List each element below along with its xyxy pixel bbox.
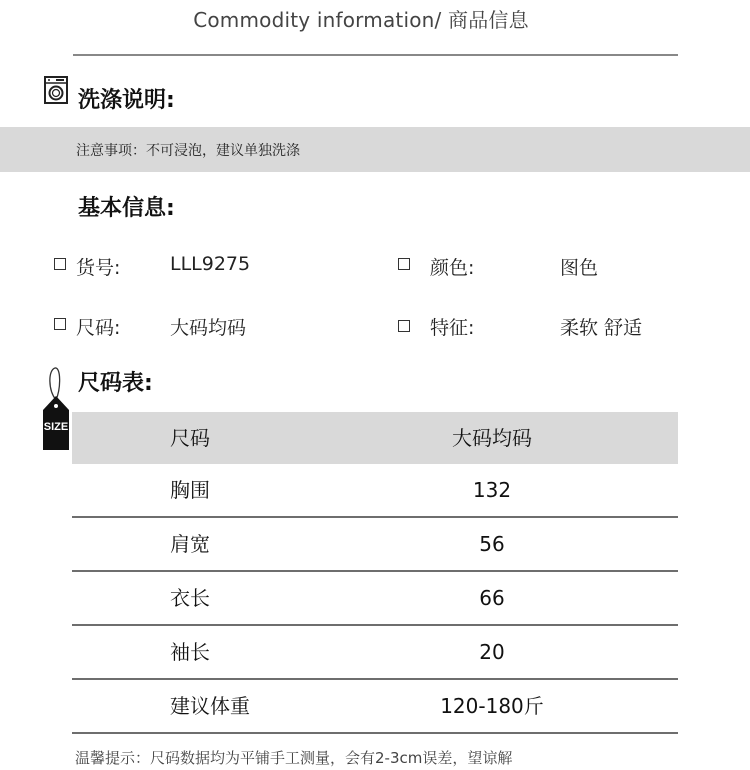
table-header-row: [72, 412, 678, 464]
table-cell: 衣长: [170, 586, 210, 610]
size-chart-title: 尺码表:: [78, 371, 153, 396]
checkbox-icon: [398, 320, 410, 332]
table-cell: 袖长: [170, 640, 210, 664]
table-cell: 建议体重: [170, 694, 250, 718]
feature-label: 特征:: [430, 317, 475, 339]
footer-note: 温馨提示：尺码数据均为平铺手工测量，会有2-3cm误差，望谅解: [75, 749, 513, 767]
table-row: [72, 464, 678, 516]
size-value: 大码均码: [170, 317, 247, 339]
table-cell: 20: [479, 640, 505, 664]
page-title: Commodity information/ 商品信息: [193, 8, 529, 32]
table-cell: 132: [472, 478, 512, 502]
checkbox-icon: [54, 258, 66, 270]
size-tag-icon: [40, 366, 72, 454]
size-table: [72, 412, 678, 734]
table-cell: 肩宽: [170, 532, 210, 556]
table-cell: 56: [479, 532, 505, 556]
table-row: [72, 518, 678, 570]
size-label: 尺码:: [76, 317, 121, 339]
color-label: 颜色:: [430, 257, 475, 279]
table-cell: 胸围: [170, 478, 210, 502]
table-cell: 66: [479, 586, 505, 610]
checkbox-icon: [398, 258, 410, 270]
table-row: [72, 572, 678, 624]
color-value: 图色: [560, 257, 599, 279]
checkbox-icon: [54, 318, 66, 330]
item-number-value: LLL9275: [170, 253, 251, 275]
basic-info-title: 基本信息:: [78, 196, 175, 221]
table-header-cell: 大码均码: [452, 426, 532, 450]
washing-section-title: 洗涤说明:: [78, 88, 175, 113]
item-number-label: 货号:: [76, 257, 121, 279]
table-row: [72, 626, 678, 678]
washing-machine-icon: [44, 76, 68, 104]
table-header-cell: 尺码: [170, 426, 210, 450]
header-divider: [73, 54, 678, 56]
washing-notice-text: 注意事项：不可浸泡，建议单独洗涤: [76, 143, 300, 159]
table-row: [72, 680, 678, 732]
table-row-divider: [72, 732, 678, 734]
table-cell: 120-180斤: [440, 694, 544, 718]
feature-value: 柔软 舒适: [560, 317, 643, 339]
size-tag-text: SIZE: [43, 421, 69, 433]
